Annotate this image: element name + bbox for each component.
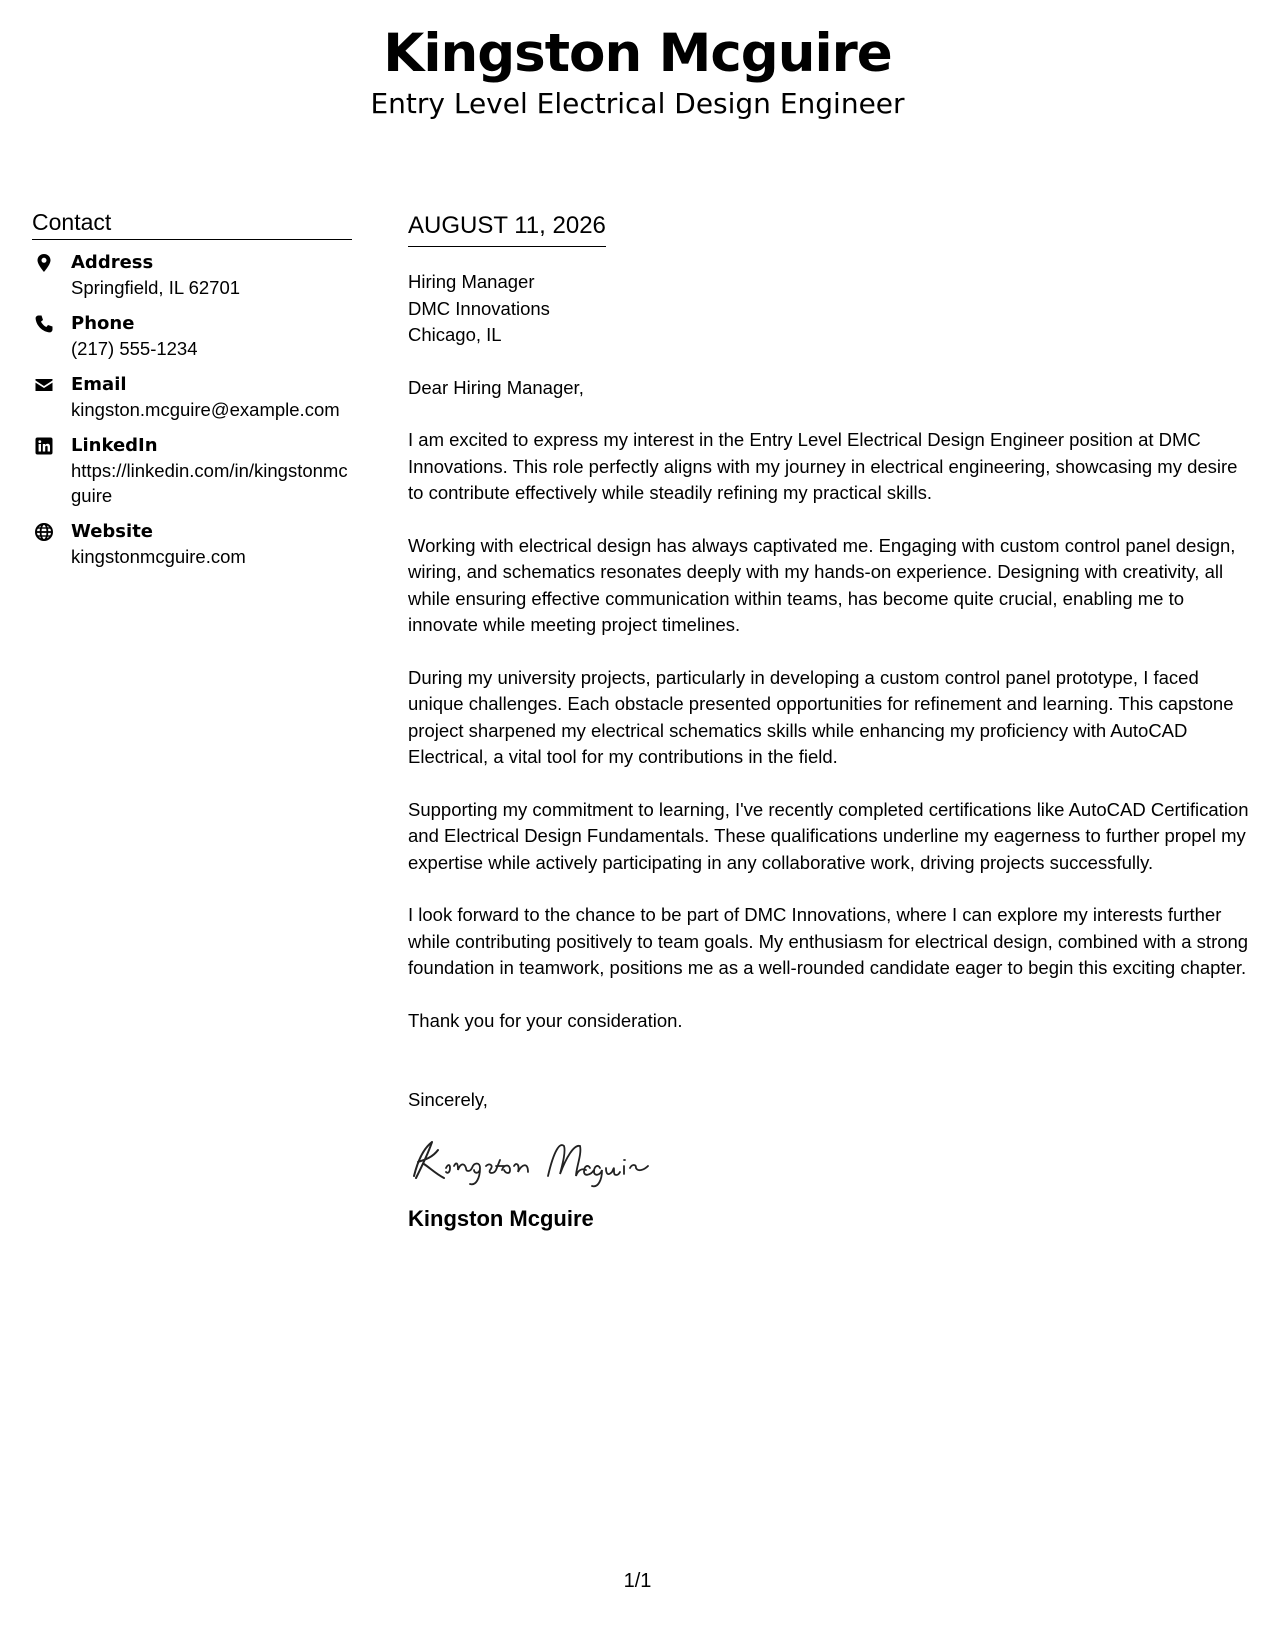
map-pin-icon <box>34 253 54 273</box>
letter-paragraph: Supporting my commitment to learning, I've recently completed certifications like AutoCAD Certification and Electrical Design Fundamentals. These qualifications underline my eagerness to further propel my expertise while actively participating in any collaborative work, driving projects successfully. <box>408 798 1249 873</box>
contact-address <box>32 250 352 300</box>
address-value: Springfield, IL 62701 <box>71 277 241 298</box>
handwritten-signature <box>408 1130 1253 1190</box>
contact-website <box>32 519 352 569</box>
phone-value: (217) 555-1234 <box>71 338 198 359</box>
contact-heading: Contact <box>32 208 352 240</box>
contact-label: LinkedIn <box>71 435 158 456</box>
letter-body <box>408 210 1253 1234</box>
letter-date: AUGUST 11, 2026 <box>408 210 606 247</box>
letter-paragraph: I am excited to express my interest in the Entry Level Electrical Design Engineer position at DMC Innovations. This role perfectly aligns with my journey in electrical engineering, showcasing my desire to contribute effectively while steadily refining my practical skills. <box>408 429 1238 503</box>
contact-sidebar <box>32 208 352 580</box>
recipient-line: DMC Innovations <box>408 297 550 319</box>
closing: Sincerely, <box>408 1089 488 1110</box>
contact-label: Address <box>71 252 154 273</box>
signed-name: Kingston Mcguire <box>408 1205 594 1231</box>
thanks-line: Thank you for your consideration. <box>408 1009 683 1031</box>
recipient-line: Chicago, IL <box>408 324 502 345</box>
linkedin-icon <box>34 436 54 456</box>
job-title: Entry Level Electrical Design Engineer <box>370 87 905 120</box>
recipient-line: Hiring Manager <box>408 271 535 292</box>
contact-label: Email <box>71 374 127 395</box>
letter-paragraph: During my university projects, particularly in developing a custom control panel prototype, I faced unique challenges. Each obstacle presented opportunities for refinement and learning. This capstone project sharpened my electrical schematics skills while enhancing my proficiency with AutoCAD Electrical, a vital tool for my contributions in the field. <box>408 666 1234 767</box>
contact-label: Website <box>71 521 154 542</box>
email-value[interactable]: kingston.mcguire@example.com <box>71 399 340 420</box>
contact-phone <box>32 311 352 361</box>
recipient-block <box>408 269 1253 349</box>
contact-email <box>32 372 352 422</box>
candidate-name: Kingston Mcguire <box>383 23 892 84</box>
contact-linkedin <box>32 433 352 508</box>
website-value[interactable]: kingstonmcguire.com <box>71 546 246 567</box>
phone-icon <box>34 314 54 334</box>
letter-paragraph: I look forward to the chance to be part of DMC Innovations, where I can explore my interests further while contributing positively to team goals. My enthusiasm for electrical design, combined with a strong foundation in teamwork, positions me as a well-rounded candidate eager to begin this exciting chapter. <box>408 904 1249 978</box>
contact-label: Phone <box>71 313 135 334</box>
letter-paragraph: Working with electrical design has always captivated me. Engaging with custom control panel design, wiring, and schematics resonates deeply with my hands-on experience. Designing with creativity, all while ensuring effective communication within teams, has become quite crucial, enabling me to innovate while meeting project timelines. <box>408 534 1236 635</box>
salutation: Dear Hiring Manager, <box>408 376 584 398</box>
envelope-icon <box>34 375 54 395</box>
linkedin-value[interactable]: https://linkedin.com/in/kingstonmcguire <box>71 460 348 506</box>
page-number: 1/1 <box>623 1570 652 1592</box>
page-header <box>0 22 1275 122</box>
globe-icon <box>34 522 54 542</box>
